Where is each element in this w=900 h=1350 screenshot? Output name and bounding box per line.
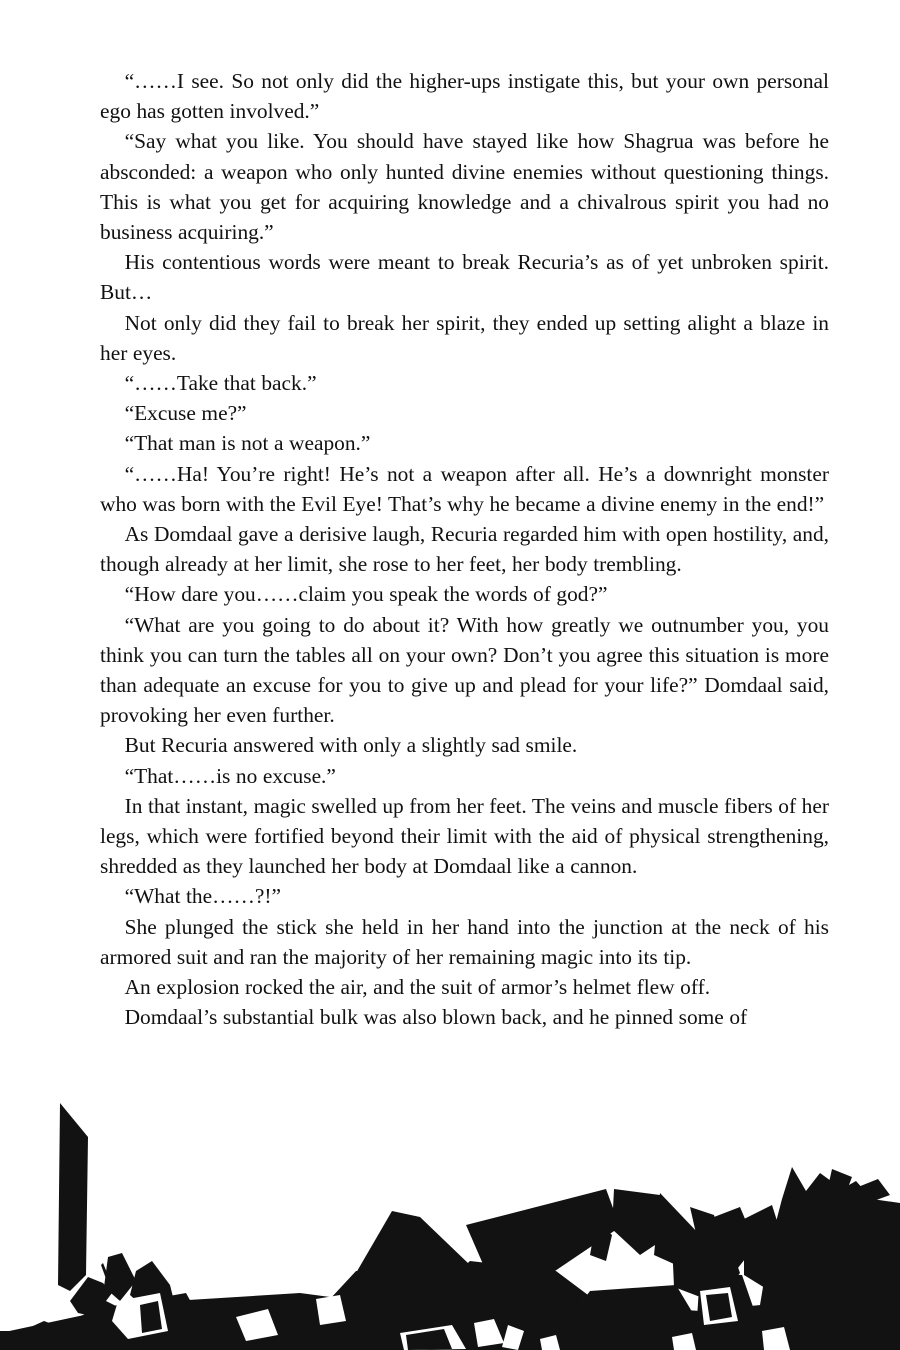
rubble-white-voids [112, 1287, 790, 1350]
rubble-silhouette-svg [0, 1095, 900, 1350]
rubble-shapes [0, 1103, 900, 1350]
paragraph: “That……is no excuse.” [124, 763, 336, 788]
paragraph: She plunged the stick she held in her hand into the junction at the neck of his armored suit and ran the majority of her remaining magic into its tip. [100, 914, 829, 969]
paragraph: “What the……?!” [124, 884, 282, 909]
paragraph: His contentious words were meant to break Recuria’s as of yet unbroken spirit. But… [100, 250, 829, 305]
body-text-column [100, 66, 829, 1033]
paragraph: But Recuria answered with only a slightly sad smile. [124, 733, 578, 758]
paragraph: In that instant, magic swelled up from her feet. The veins and muscle fibers of her legs, which were fortified beyond their limit with the aid of physical strengthening, shredded as they launched her body at Domdaal like a cannon. [100, 793, 829, 879]
paragraph: “Say what you like. You should have stayed like how Shagrua was before he absconded: a weapon who only hunted divine enemies without questioning things. This is what you get for acquiring knowledge and a chivalrous spirit you had no business acquiring.” [100, 129, 829, 245]
paragraph: “……Take that back.” [124, 371, 317, 396]
paragraph: An explosion rocked the air, and the suit of armor’s helmet flew off. [124, 975, 711, 1000]
paragraph: Domdaal’s substantial bulk was also blown back, and he pinned some of [124, 1005, 748, 1030]
paragraph: “……Ha! You’re right! He’s not a weapon after all. He’s a downright monster who was born with the Evil Eye! That’s why he became a divine enemy in the end!” [100, 461, 829, 516]
paragraph: “What are you going to do about it? With how greatly we outnumber you, you think you can turn the tables all on your own? Don’t you agree this situation is more than adequate an excuse for you to give up and plead for your life?” Domdaal said, provoking her even further. [100, 612, 829, 728]
rubble-debris-silhouette-illustration [0, 1095, 900, 1350]
paragraph: “How dare you……claim you speak the words of god?” [124, 582, 608, 607]
paragraph: As Domdaal gave a derisive laugh, Recuria regarded him with open hostility, and, though already at her limit, she rose to her feet, her body trembling. [100, 522, 829, 577]
paragraph: “Excuse me?” [124, 401, 247, 426]
paragraph: “……I see. So not only did the higher-ups instigate this, but your own personal ego has gotten involved.” [100, 69, 829, 124]
paragraph: Not only did they fail to break her spirit, they ended up setting alight a blaze in her eyes. [100, 310, 829, 365]
paragraph: “That man is not a weapon.” [124, 431, 371, 456]
